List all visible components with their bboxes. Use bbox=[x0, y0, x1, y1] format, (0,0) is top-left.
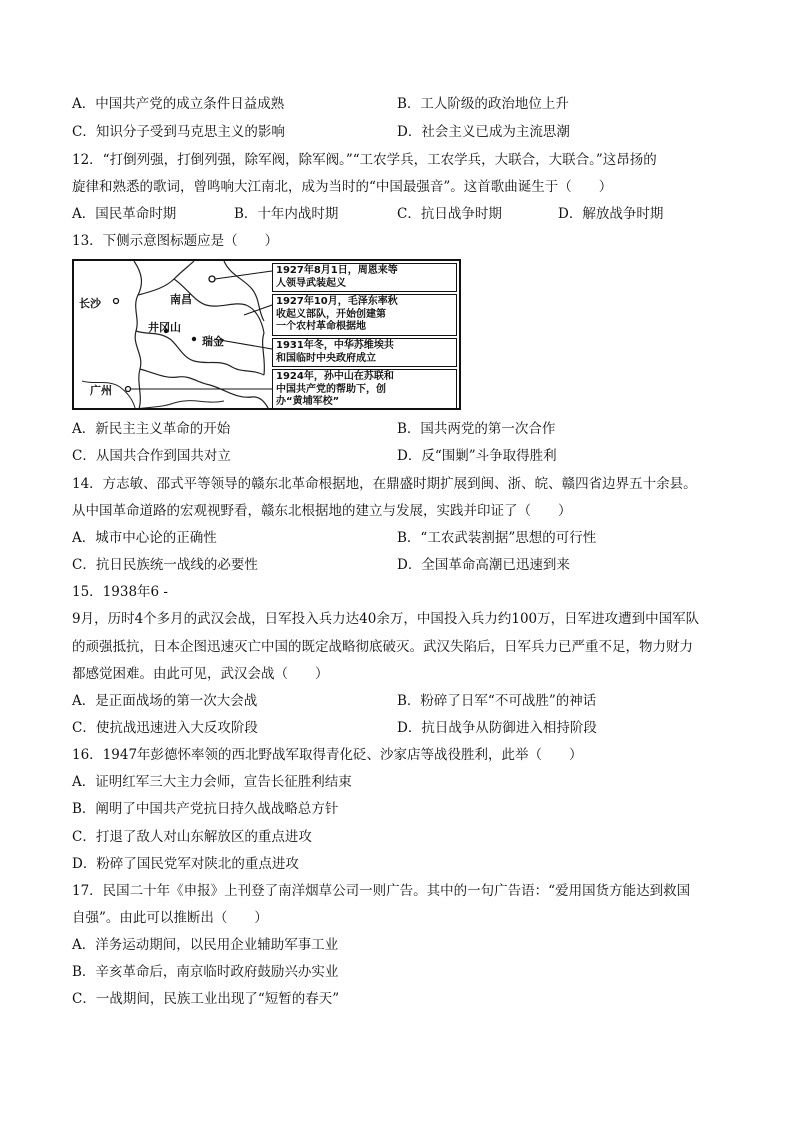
q13-option-c: C．从国共合作到国共对立 bbox=[72, 448, 231, 464]
q14-option-a: A．城市中心论的正确性 bbox=[72, 530, 217, 546]
q11-option-b: B．工人阶级的政治地位上升 bbox=[397, 96, 569, 112]
q16-option-d: D．粉碎了国民党军对陕北的重点进攻 bbox=[72, 856, 299, 872]
q15-stem-line3: 的顽强抵抗，日本企图迅速灭亡中国的既定战略彻底破灭。武汉失陷后，日军兵力已严重不足，物力财力 bbox=[72, 639, 693, 655]
q17-option-a: A．洋务运动期间，以民用企业辅助军事工业 bbox=[72, 937, 339, 953]
q16-stem: 16．1947年彭德怀率领的西北野战军取得青化砭、沙家店等战役胜利，此举（ ） bbox=[72, 747, 583, 763]
q11-option-a: A．中国共产党的成立条件日益成熟 bbox=[72, 96, 285, 112]
q16-option-b: B．阐明了中国共产党抗日持久战战略总方针 bbox=[72, 801, 339, 817]
map-city-guangzhou: 广州 bbox=[90, 384, 112, 397]
map-city-jinggangshan: 井冈山 bbox=[148, 321, 181, 334]
q14-stem-line1: 14．方志敏、邵式平等领导的赣东北革命根据地，在鼎盛时期扩展到闽、浙、皖、赣四省边界五十余县。 bbox=[72, 476, 697, 492]
map-note-3-line1: 1931年冬，中华苏维埃共 bbox=[276, 340, 394, 351]
revolution-map bbox=[72, 259, 461, 410]
q13-stem: 13．下侧示意图标题应是（ ） bbox=[72, 233, 279, 249]
q17-option-b: B．辛亥革命后，南京临时政府鼓励兴办实业 bbox=[72, 964, 339, 980]
map-city-changsha: 长沙 bbox=[79, 297, 101, 310]
q12-option-a: A．国民革命时期 bbox=[72, 206, 177, 222]
map-city-nanchang: 南昌 bbox=[170, 293, 192, 306]
q13-option-b: B．国共两党的第一次合作 bbox=[397, 421, 556, 437]
q14-option-b: B．“工农武装割据”思想的可行性 bbox=[397, 530, 597, 546]
q13-option-a: A．新民主主义革命的开始 bbox=[72, 421, 231, 437]
q12-option-b: B．十年内战时期 bbox=[234, 206, 339, 222]
q15-stem-line4: 都感觉困难。由此可见，武汉会战（ ） bbox=[72, 666, 329, 682]
map-note-1-line2: 人领导武装起义 bbox=[276, 277, 346, 289]
map-note-3-line2: 和国临时中央政府成立 bbox=[276, 352, 376, 364]
q15-option-b: B．粉碎了日军“不可战胜”的神话 bbox=[397, 693, 597, 709]
q15-stem-line1: 15．1938年6 - bbox=[72, 584, 168, 600]
map-note-2-line3: 一个农村革命根据地 bbox=[276, 321, 366, 332]
q14-option-c: C．抗日民族统一战线的必要性 bbox=[72, 557, 258, 573]
map-note-4-line3: 办“黄埔军校” bbox=[276, 396, 340, 407]
q16-option-c: C．打退了敌人对山东解放区的重点进攻 bbox=[72, 829, 312, 845]
q16-option-a: A．证明红军三大主力会师，宣告长征胜利结束 bbox=[72, 774, 352, 790]
q17-stem-line1: 17．民国二十年《申报》上刊登了南洋烟草公司一则广告。其中的一句广告语：“爱用国货方能达到救国 bbox=[72, 883, 691, 899]
map-note-nanchang-uprising bbox=[272, 263, 457, 292]
map-note-whampoa-academy bbox=[272, 369, 457, 410]
map-note-2-line1: 1927年10月，毛泽东率秋 bbox=[276, 296, 398, 307]
q17-stem-line2: 自强”。由此可以推断出（ ） bbox=[72, 910, 268, 926]
q17-option-c: C．一战期间，民族工业出现了“短暂的春天” bbox=[72, 991, 340, 1007]
map-note-4-line2: 中国共产党的帮助下，创 bbox=[276, 383, 386, 395]
q12-option-d: D．解放战争时期 bbox=[558, 206, 664, 222]
q15-option-d: D．抗日战争从防御进入相持阶段 bbox=[397, 720, 597, 736]
map-note-4-line1: 1924年，孙中山在苏联和 bbox=[276, 371, 394, 382]
q11-option-d: D．社会主义已成为主流思潮 bbox=[397, 124, 570, 140]
q14-option-d: D．全国革命高潮已迅速到来 bbox=[397, 557, 570, 573]
map-note-1-line1: 1927年8月1日，周恩来等 bbox=[276, 265, 398, 276]
q15-stem-line2: 9月，历时4个多月的武汉会战，日军投入兵力达40余万，中国投入兵力约100万，日军进攻遭到中国军队 bbox=[72, 611, 700, 627]
q12-option-c: C．抗日战争时期 bbox=[397, 206, 502, 222]
map-note-jinggangshan-base bbox=[272, 294, 457, 336]
map-city-ruijin: 瑞金 bbox=[202, 335, 224, 348]
q14-stem-line2: 从中国革命道路的宏观视野看，赣东北根据地的建立与发展，实践并印证了（ ） bbox=[72, 503, 572, 519]
q12-stem-line2: 旋律和熟悉的歌词，曾鸣响大江南北，成为当时的“中国最强音”。这首歌曲诞生于（ ） bbox=[72, 179, 613, 195]
map-note-2-line2: 收起义部队，开始创建第 bbox=[276, 308, 386, 320]
q12-stem-line1: 12．“打倒列强，打倒列强，除军阀，除军阀。”“工农学兵，工农学兵，大联合，大联合。”这昂扬的 bbox=[72, 152, 657, 168]
map-note-soviet-government bbox=[272, 338, 457, 367]
q15-option-c: C．使抗战迅速进入大反攻阶段 bbox=[72, 720, 258, 736]
q15-option-a: A．是正面战场的第一次大会战 bbox=[72, 693, 258, 709]
q13-option-d: D．反“围剿”斗争取得胜利 bbox=[397, 448, 557, 464]
q11-option-c: C．知识分子受到马克思主义的影响 bbox=[72, 124, 285, 140]
